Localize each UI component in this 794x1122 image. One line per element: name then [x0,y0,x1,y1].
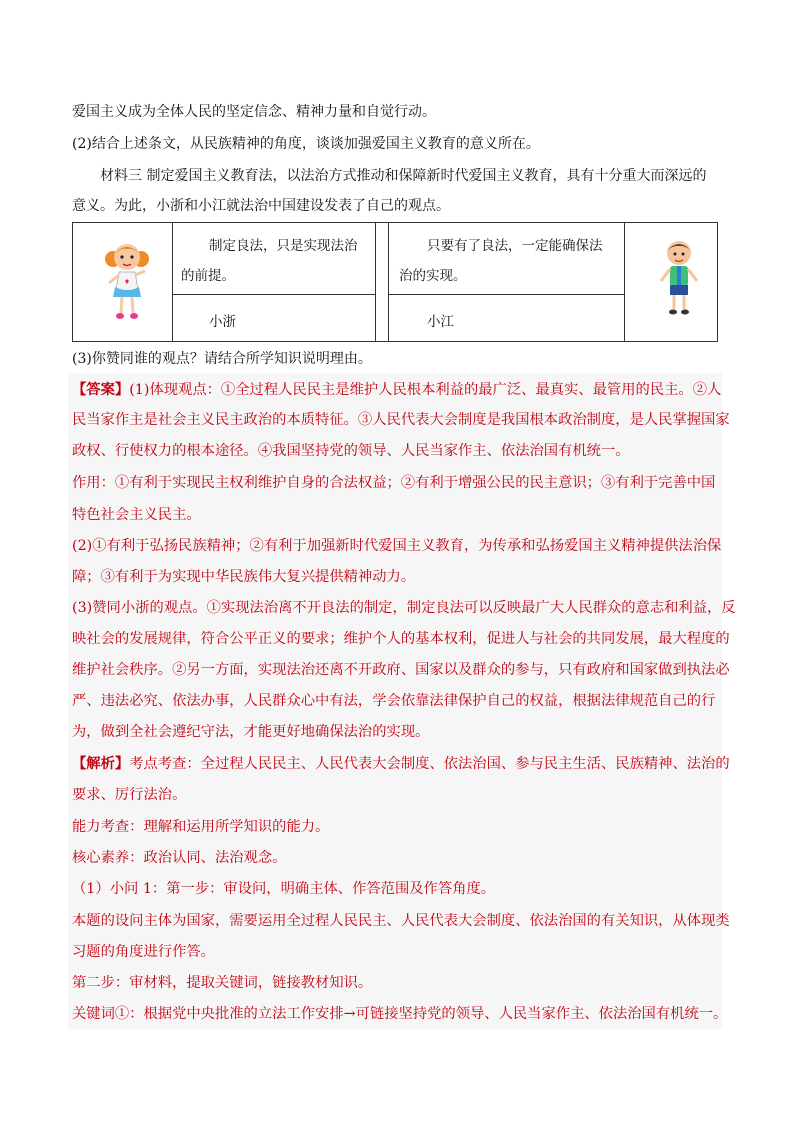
analysis-l4: 核心素养：政治认同、法治观念。 [72,850,287,866]
analysis-l6: 本题的设问主体为国家，需要运用全过程人民民主、人民代表大会制度、依法治国的有关知识，从体现类 [72,913,730,929]
answer-3-l4: 严、违法必究、依法办事，人民群众心中有法，学会依靠法律保护自己的权益，根据法律规范自己的行 [72,693,716,709]
xiaojiang-quote-line2: 治的实现。 [399,268,467,284]
answer-1-l1: (1)体现观点：①全过程人民民主是维护人民根本利益的最广泛、最真实、最管用的民主。②人 [129,382,722,398]
analysis-l9: 关键词①：根据党中央批准的立法工作安排→可链接坚持党的领导、人民当家作主、依法治国有机统一。 [72,1006,728,1022]
analysis-l3: 能力考查：理解和运用所学知识的能力。 [72,819,330,835]
analysis-l2: 要求、厉行法治。 [72,787,187,803]
analysis-l5: （1）小问 1：第一步：审设问，明确主体、作答范围及作答角度。 [72,881,496,897]
analysis-l8: 第二步：审材料，提取关键词，链接教材知识。 [72,975,373,991]
answer-1-l4: 作用：①有利于实现民主权利维护自身的合法权益；②有利于增强公民的民主意识；③有利于完善中国 [72,475,716,491]
analysis-l1: 考点考查：全过程人民民主、人民代表大会制度、依法治国、参与民主生活、民族精神、法治的 [129,756,730,772]
answer-1-l3: 政权、行使权力的根本途径。④我国坚持党的领导、人民当家作主、依法治国有机统一。 [72,443,630,459]
answer-2-l2: 障；③有利于为实现中华民族伟大复兴提供精神动力。 [72,569,416,585]
answer-label: 【答案】 [72,382,130,398]
answer-1-l2: 民当家作主是社会主义民主政治的本质特征。③人民代表大会制度是我国根本政治制度，是人民掌握国家 [72,412,730,428]
answer-3-l5: 为，做到全社会遵纪守法，才能更好地确保法治的实现。 [72,724,430,740]
xiaozhe-name: 小浙 [209,314,236,330]
answer-1-l5: 特色社会主义民主。 [72,507,201,523]
xiaojiang-name: 小江 [427,314,454,330]
answer-2-l1: (2)①有利于弘扬民族精神；②有利于加强新时代爱国主义教育，为传承和弘扬爱国主义精神提供法治保 [72,538,722,554]
material-3-cont: 意义。为此，小浙和小江就法治中国建设发表了自己的观点。 [72,198,450,214]
xiaozhe-quote-line1: 制定良法，只是实现法治 [209,238,358,254]
analysis-l7: 习题的角度进行作答。 [72,944,215,960]
question-3: (3)你赞同谁的观点？请结合所学知识说明理由。 [72,351,372,367]
answer-3-l1: (3)赞同小浙的观点。①实现法治离不开良法的制定，制定良法可以反映最广大人民群众的意志和利益，反 [72,600,736,616]
opinion-table [72,222,718,342]
answer-3-l3: 维护社会秩序。②另一方面，实现法治还离不开政府、国家以及群众的参与，只有政府和国家做到执法必 [72,662,730,678]
girl-avatar [103,237,151,323]
xiaojiang-quote-line1: 只要有了良法，一定能确保法 [427,238,603,254]
question-line: 爱国主义成为全体人民的坚定信念、精神力量和自觉行动。 [72,104,436,120]
boy-avatar [657,237,701,319]
answer-line-1 [72,380,721,400]
question-2: (2)结合上述条文，从民族精神的角度，谈谈加强爱国主义教育的意义所在。 [72,136,540,152]
answer-3-l2: 映社会的发展规律，符合公平正义的要求；维护个人的基本权利，促进人与社会的共同发展，最大程度的 [72,631,730,647]
material-3: 材料三 制定爱国主义教育法，以法治方式推动和保障新时代爱国主义教育，具有十分重大而深远的 [100,168,707,184]
xiaozhe-quote-line2: 的前提。 [181,268,235,284]
analysis-line-1 [72,754,730,774]
analysis-label: 【解析】 [72,756,130,772]
